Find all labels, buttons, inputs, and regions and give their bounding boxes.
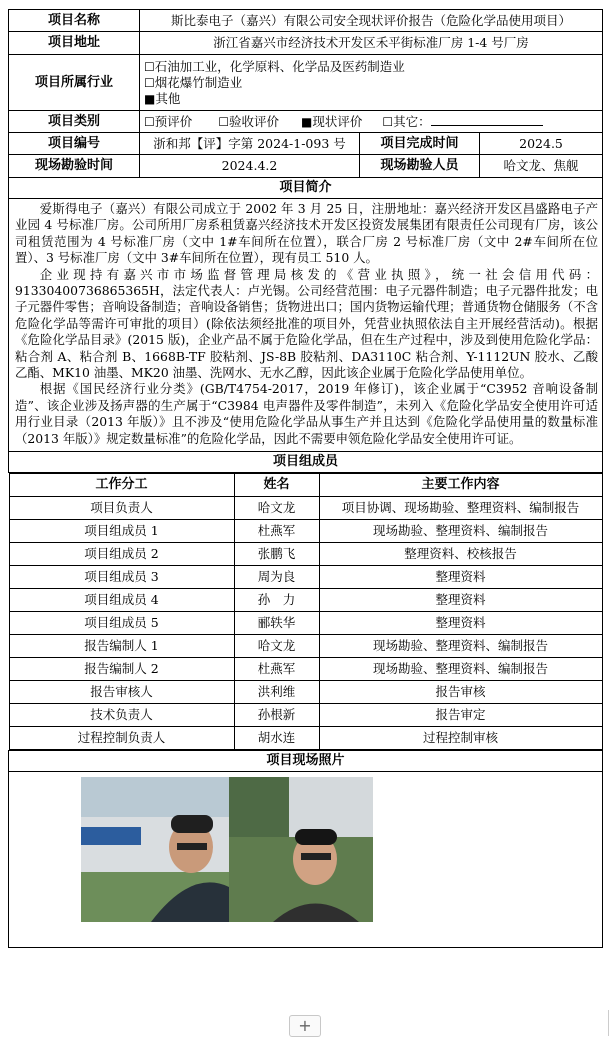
table-row [9, 681, 602, 704]
member-duty: 过程控制审核 [319, 727, 602, 750]
project-category-options [140, 111, 603, 133]
checkbox-unchecked-icon: ☐ [144, 114, 155, 129]
project-address-value: 浙江省嘉兴市经济技术开发区禾平街标准厂房 1-4 号厂房 [140, 32, 603, 55]
member-role: 报告编制人 1 [9, 635, 234, 658]
table-row [9, 543, 602, 566]
member-role: 项目组成员 2 [9, 543, 234, 566]
scroll-edge [608, 1010, 613, 1036]
member-role: 项目组成员 3 [9, 566, 234, 589]
column-header: 主要工作内容 [319, 474, 602, 497]
table-row [9, 635, 602, 658]
members-rows [9, 497, 602, 750]
member-name: 洪利维 [234, 681, 319, 704]
member-role: 报告编制人 2 [9, 658, 234, 681]
member-name: 胡水连 [234, 727, 319, 750]
member-duty: 报告审核 [319, 681, 602, 704]
project-number-value: 浙和邦【评】字第 2024-1-093 号 [140, 133, 360, 155]
table-row [9, 727, 602, 750]
project-finish-value: 2024.5 [480, 133, 603, 155]
project-name-value: 斯比泰电子（嘉兴）有限公司安全现状评价报告（危险化学品使用项目） [140, 10, 603, 32]
table-row [9, 704, 602, 727]
intro-body [9, 199, 603, 452]
members-header-row [9, 474, 602, 497]
member-role: 项目组成员 4 [9, 589, 234, 612]
column-header: 姓名 [234, 474, 319, 497]
member-duty: 整理资料 [319, 566, 602, 589]
site-photo-2 [229, 777, 373, 922]
member-role: 项目组成员 5 [9, 612, 234, 635]
intro-section-title: 项目简介 [9, 178, 603, 199]
evaluation-info-table [8, 9, 603, 948]
member-duty: 整理资料 [319, 612, 602, 635]
member-duty: 现场勘验、整理资料、编制报告 [319, 520, 602, 543]
table-row [9, 520, 602, 543]
industry-option-chemical[interactable]: ☐石油加工业，化学原料、化学品及医药制造业 [144, 58, 405, 74]
table-row [9, 566, 602, 589]
members-container [9, 473, 603, 751]
table-row [9, 612, 602, 635]
member-duty: 现场勘验、整理资料、编制报告 [319, 658, 602, 681]
intro-paragraph: 根据《国民经济行业分类》(GB/T4754-2017，2019 年修订)，该企业属于“C3952 音响设备制造”、该企业涉及扬声器的生产属于“C3984 电声器件及零件制造”，未列入《危险化学品安全使用许可适用行业目录（2013 年版）》且不涉及“使用危险化学品从事生产并且达到《危险化学品使用量的数量标准（2013 年版）》规定数量标准”的危险化学品，因此不需要申领危险化学品安全使用许可证。 [15, 381, 599, 446]
member-duty: 项目协调、现场勘验、整理资料、编制报告 [319, 497, 602, 520]
add-button[interactable]: + [289, 1015, 321, 1037]
member-duty: 整理资料 [319, 589, 602, 612]
survey-time-label: 现场勘验时间 [9, 155, 140, 178]
industry-option-other[interactable]: ■其他 [144, 90, 181, 106]
members-section-title: 项目组成员 [9, 452, 603, 473]
site-photo-1 [81, 777, 229, 922]
member-name: 哈文龙 [234, 497, 319, 520]
category-option-other[interactable]: ☐其它： [382, 114, 542, 130]
category-option-acceptance[interactable]: ☐验收评价 [218, 113, 280, 129]
column-header: 工作分工 [9, 474, 234, 497]
member-name: 张鹏飞 [234, 543, 319, 566]
intro-paragraph: 爱斯得电子（嘉兴）有限公司成立于 2002 年 3 月 25 日，注册地址：嘉兴经济开发区昌盛路电子产业园 4 号标准厂房。公司所用厂房系租赁嘉兴经济技术开发区投资发展集团有限责任公司现有厂房，该公司租赁范围为 4 号标准厂房（文中 1#车间所在位置），联合厂房 2 号标准厂房（文中 2#车间所在位置）、3 号标准厂房（文中 3#车间所在位置），现有员工 510 人。 [15, 201, 599, 266]
project-category-label: 项目类别 [9, 111, 140, 133]
industry-option-fireworks[interactable]: ☐烟花爆竹制造业 [144, 74, 243, 90]
member-name: 郦轶华 [234, 612, 319, 635]
table-row [9, 497, 602, 520]
member-role: 项目组成员 1 [9, 520, 234, 543]
category-option-pre[interactable]: ☐预评价 [144, 113, 193, 129]
member-name: 孙 力 [234, 589, 319, 612]
intro-paragraph: 企业现持有嘉兴市市场监督管理局核发的《营业执照》，统一社会信用代码：91330400736865365H，法定代表人：卢光锡。公司经营范围：电子元器件制造；电子元器件批发；电子元器件零售；音响设备制造；音响设备销售；货物进出口；国内货物运输代理；普通货物仓储服务（不含危险化学品等需许可审批的项目）(除依法须经批准的项目外，凭营业执照依法自主开展经营活动)。根据《危险化学品目录》(2015 版)，企业产品不属于危险化学品，但在生产过程中，涉及到使用危险化学品：粘合剂 A、粘合剂 B、1668B-TF 胶粘剂、JS-8B 胶粘剂、DA3110C 粘合剂、Y-1112UN 胶水、乙酸乙酯、MK10 油墨、MK20 油墨、洗网水、无水乙醇，因此该企业属于危险化学品使用单位。 [15, 266, 599, 381]
member-name: 孙根新 [234, 704, 319, 727]
member-duty: 现场勘验、整理资料、编制报告 [319, 635, 602, 658]
checkbox-checked-icon: ■ [144, 91, 156, 106]
project-industry-label: 项目所属行业 [9, 55, 140, 111]
member-name: 杜燕军 [234, 658, 319, 681]
table-row [9, 589, 602, 612]
member-role: 项目负责人 [9, 497, 234, 520]
checkbox-unchecked-icon: ☐ [382, 114, 394, 129]
member-name: 周为良 [234, 566, 319, 589]
project-name-label: 项目名称 [9, 10, 140, 32]
photos-section-title: 项目现场照片 [9, 751, 603, 772]
member-name: 杜燕军 [234, 520, 319, 543]
table-row [9, 658, 602, 681]
category-option-current[interactable]: ■现状评价 [301, 113, 363, 129]
member-role: 技术负责人 [9, 704, 234, 727]
photos-cell [9, 772, 603, 948]
member-duty: 整理资料、校核报告 [319, 543, 602, 566]
checkbox-unchecked-icon: ☐ [144, 75, 155, 90]
members-table [9, 473, 603, 750]
survey-people-value: 哈文龙、焦舰 [480, 155, 603, 178]
survey-people-label: 现场勘验人员 [360, 155, 480, 178]
member-name: 哈文龙 [234, 635, 319, 658]
project-industry-options [140, 55, 603, 111]
checkbox-checked-icon: ■ [301, 114, 313, 129]
checkbox-unchecked-icon: ☐ [144, 59, 155, 74]
member-role: 报告审核人 [9, 681, 234, 704]
project-number-label: 项目编号 [9, 133, 140, 155]
project-address-label: 项目地址 [9, 32, 140, 55]
survey-time-value: 2024.4.2 [140, 155, 360, 178]
checkbox-unchecked-icon: ☐ [218, 114, 230, 129]
project-finish-label: 项目完成时间 [360, 133, 480, 155]
other-blank-line [431, 114, 543, 126]
member-role: 过程控制负责人 [9, 727, 234, 750]
member-duty: 报告审定 [319, 704, 602, 727]
